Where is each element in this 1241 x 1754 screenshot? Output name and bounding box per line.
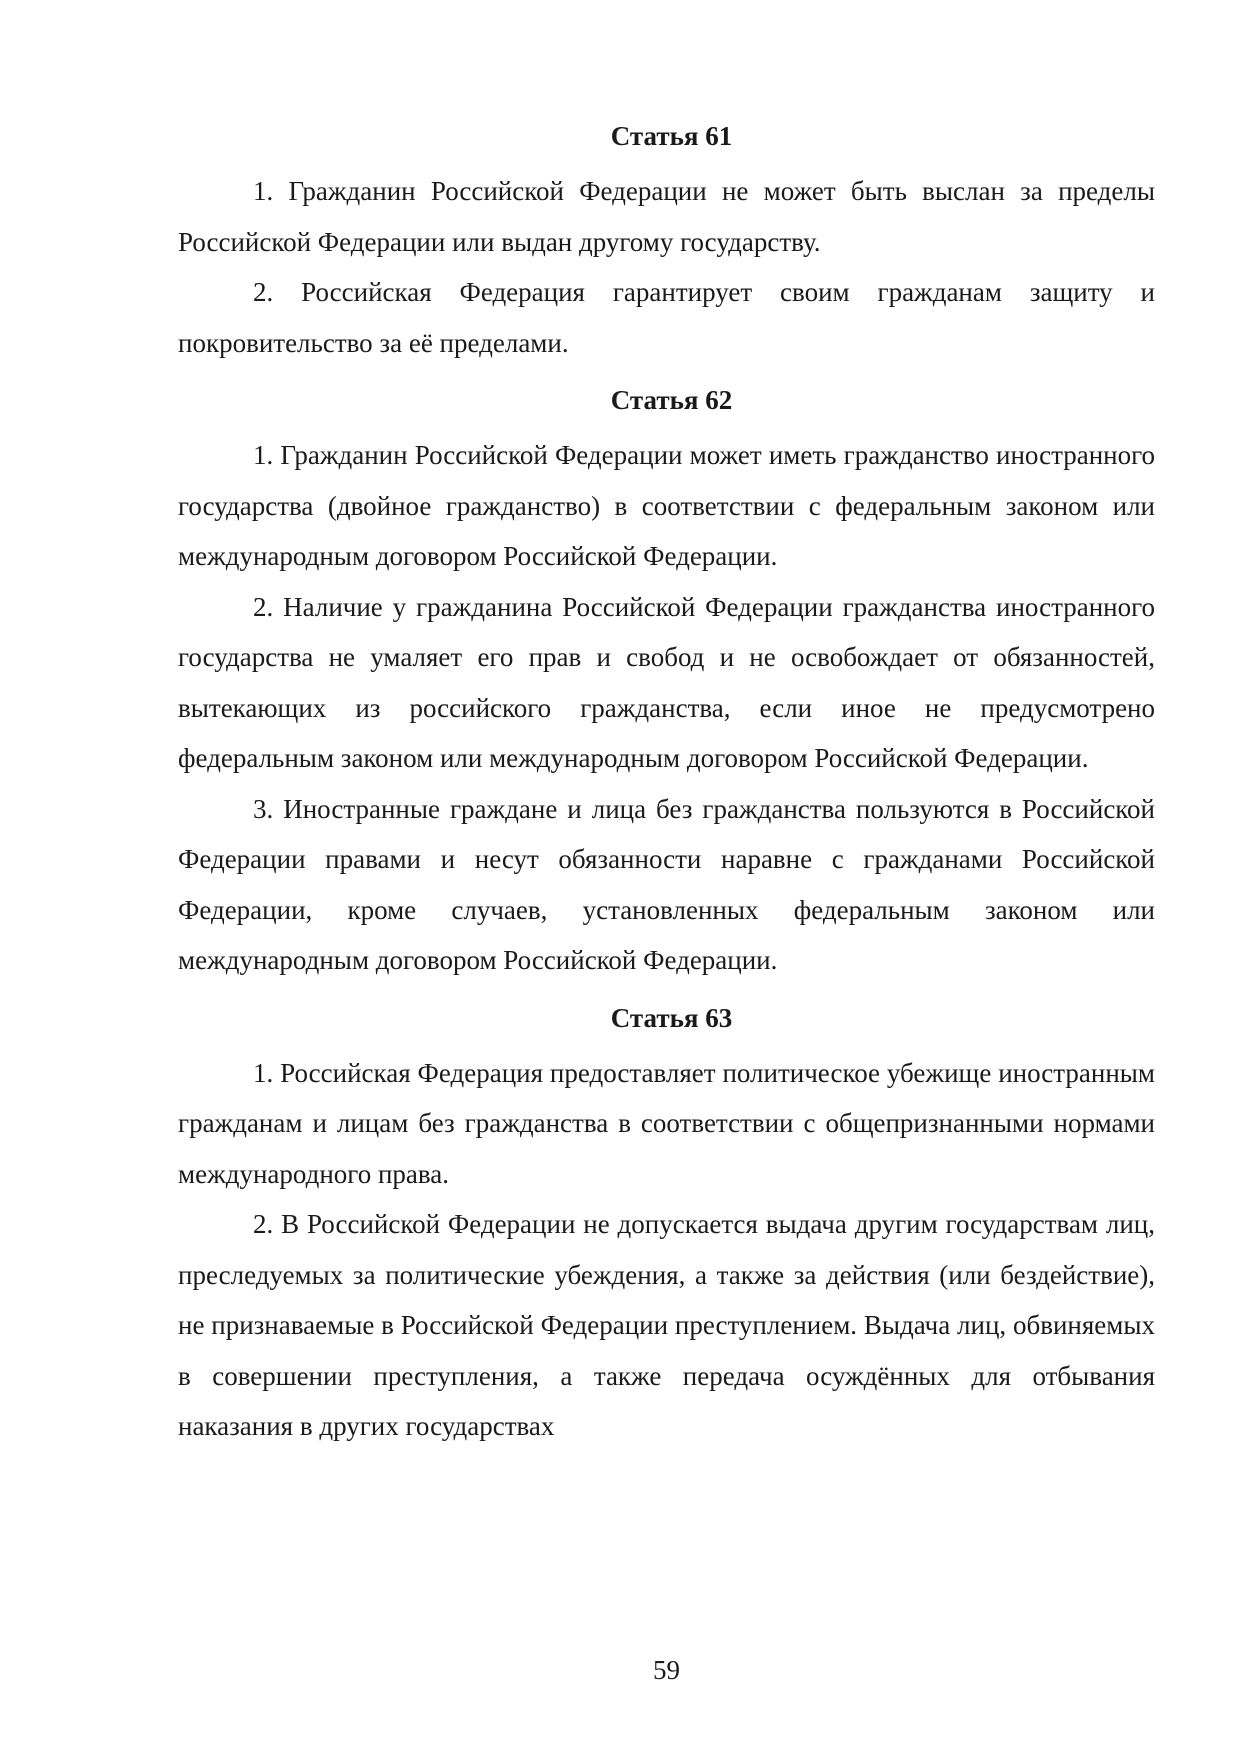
article-62 xyxy=(178,380,1155,986)
page-number: 59 xyxy=(653,1655,680,1685)
page-body xyxy=(178,116,1155,1464)
article-paragraph: 2. Российская Федерация гарантирует своим гражданам защиту и покровительство за её пределами. xyxy=(178,277,1155,358)
article-paragraph: 2. Наличие у гражданина Российской Федерации гражданства иностранного государства не умаляет его прав и свобод и не освобождает от обязанностей, вытекающих из российского гражданства, если иное не предусмотрено федеральным законом или международным договором Российской Федерации. xyxy=(178,591,1155,773)
article-heading: Статья 61 xyxy=(610,121,733,151)
article-paragraph: 1. Гражданин Российской Федерации может иметь гражданство иностранного государства (двойное гражданство) в соответствии с федеральным законом или международным договором Российской Федерации. xyxy=(178,440,1155,571)
article-paragraph: 3. Иностранные граждане и лица без гражданства пользуются в Российской Федерации правами и несут обязанности наравне с гражданами Российской Федерации, кроме случаев, установленных федеральным законом или международным договором Российской Федерации. xyxy=(178,793,1155,975)
article-61 xyxy=(178,116,1155,368)
article-63 xyxy=(178,998,1155,1452)
article-paragraph: 1. Российская Федерация предоставляет политическое убежище иностранным гражданам и лицам без гражданства в соответствии с общепризнанными нормами международного права. xyxy=(178,1057,1155,1189)
article-heading: Статья 62 xyxy=(610,385,733,415)
article-paragraph: 2. В Российской Федерации не допускается выдача другим государствам лиц, преследуемых за политические убеждения, а также за действия (или бездействие), не признаваемые в Российской Федерации преступлением. Выдача лиц, обвиняемых в совершении преступления, а также передача осуждённых для отбывания наказания в других государствах xyxy=(178,1209,1155,1441)
article-paragraph: 1. Гражданин Российской Федерации не может быть выслан за пределы Российской Федерации или выдан другому государству. xyxy=(178,176,1155,257)
article-heading: Статья 63 xyxy=(610,1002,733,1033)
